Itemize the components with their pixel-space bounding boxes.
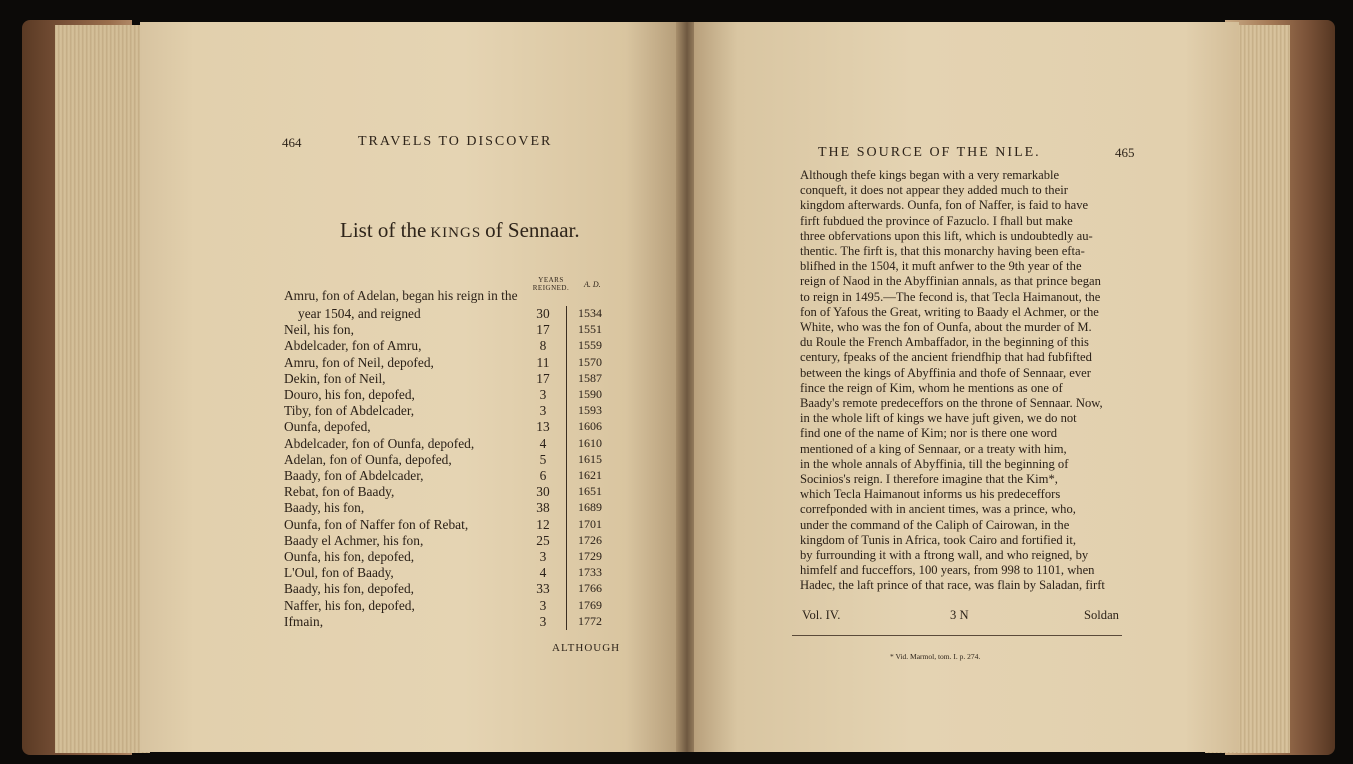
volume-signature: Vol. IV. <box>802 608 841 622</box>
right-page <box>694 22 1239 752</box>
text-line: under the command of the Caliph of Cairowan, in the <box>800 517 1070 532</box>
text-line: fince the reign of Kim, whom he mentions as one of <box>800 380 1063 395</box>
king-name: Baady el Achmer, his fon, <box>284 532 424 548</box>
years-reigned: 38 <box>536 500 550 516</box>
running-head-left: TRAVELS TO DISCOVER <box>358 134 553 149</box>
king-name: Dekin, fon of Neil, <box>284 370 386 386</box>
table-row <box>284 403 614 419</box>
years-reigned: 30 <box>536 484 550 500</box>
years-reigned: 5 <box>539 451 547 467</box>
text-line: himfelf and fucceffors, 100 years, from 998 to 1101, when <box>800 563 1095 578</box>
text-line: Baady's remote predeceffors on the throne of Sennaar. Now, <box>800 396 1103 410</box>
page-edges-left <box>55 25 150 753</box>
text-line: mentioned of a king of Sennaar, or a treaty with him, <box>800 441 1067 456</box>
year-ad: 1621 <box>578 468 602 482</box>
text-line: reign of Naod in the Abyffinian annals, as that prince began <box>800 274 1101 289</box>
years-reigned: 11 <box>536 354 550 370</box>
year-ad: 1590 <box>578 387 602 401</box>
year-ad: 1610 <box>578 435 602 450</box>
king-name: Abdelcader, fon of Ounfa, depofed, <box>284 435 475 451</box>
year-ad: 1651 <box>578 484 602 499</box>
signature-mark: 3 N <box>950 608 969 622</box>
text-line: century, fpeaks of the ancient friendfhip that had fubfifted <box>800 350 1092 365</box>
king-name: Neil, his fon, <box>284 322 354 338</box>
year-ad: 1551 <box>578 322 602 337</box>
years-reigned: 33 <box>536 581 550 597</box>
year-ad: 1701 <box>578 516 602 531</box>
years-reigned: 6 <box>539 468 547 483</box>
page-number-right: 465 <box>1115 145 1135 160</box>
column-header-ad: A. D. <box>584 280 601 289</box>
text-line: between the kings of Abyffinia and thofe of Sennaar, ever <box>800 365 1091 380</box>
footnote-rule <box>792 635 1122 636</box>
text-line: find one of the name of Kim; nor is there one word <box>800 426 1058 441</box>
right-page-text <box>800 168 1130 618</box>
text-line: blifhed in the 1504, it muft anfwer to the 9th year of the <box>800 259 1082 274</box>
footnote: * Vid. Marmol, tom. I. p. 274. <box>890 652 981 661</box>
table-row <box>284 484 614 500</box>
years-reigned: 3 <box>539 403 547 419</box>
year-ad: 1593 <box>578 403 602 418</box>
table-row <box>284 452 614 468</box>
king-name: Abdelcader, fon of Amru, <box>284 338 422 354</box>
list-title-start: List of the <box>340 218 427 242</box>
column-header-years: YEARS REIGNED. <box>532 276 570 292</box>
text-line: Socinios's reign. I therefore imagine that the Kim*, <box>800 472 1058 486</box>
text-line: thentic. The firft is, that this monarchy having been efta- <box>800 244 1085 258</box>
year-ad: 1559 <box>578 338 602 353</box>
year-ad: 1769 <box>578 597 602 612</box>
text-line: to reign in 1495.—The fecond is, that Tecla Haimanout, the <box>800 289 1101 304</box>
page-number-left: 464 <box>282 135 302 150</box>
running-head-right: THE SOURCE OF THE NILE. <box>818 145 1041 160</box>
years-reigned: 30 <box>536 306 550 321</box>
list-title-kings: KINGS <box>430 225 482 241</box>
king-name: Ounfa, fon of Naffer fon of Rebat, <box>284 516 469 532</box>
table-row <box>284 565 614 581</box>
left-page <box>140 22 680 752</box>
list-intro-line: Amru, fon of Adelan, began his reign in the <box>284 288 518 303</box>
year-ad: 1606 <box>578 419 602 434</box>
table-row <box>284 436 614 452</box>
text-line: White, who was the fon of Ounfa, about the murder of M. <box>800 320 1092 334</box>
text-line: by furrounding it with a ftrong wall, and who reigned, by <box>800 548 1089 562</box>
years-reigned: 3 <box>539 549 547 564</box>
text-line: Although thefe kings began with a very remarkable <box>800 168 1060 182</box>
years-reigned: 3 <box>539 613 547 629</box>
king-name: year 1504, and reigned <box>298 306 421 321</box>
catchword-left: ALTHOUGH <box>552 642 621 654</box>
table-row <box>284 614 614 630</box>
years-reigned: 3 <box>539 597 547 613</box>
year-ad: 1689 <box>578 500 602 515</box>
year-ad: 1729 <box>578 549 602 563</box>
text-line: in the whole lift of kings we have juft given, we do not <box>800 411 1077 426</box>
year-ad: 1615 <box>578 451 602 466</box>
king-name: Tiby, fon of Abdelcader, <box>284 403 415 419</box>
king-name: Baady, his fon, <box>284 500 365 516</box>
table-row <box>284 355 614 371</box>
text-line: kingdom afterwards. Ounfa, fon of Naffer, is faid to have <box>800 198 1089 213</box>
king-name: Rebat, fon of Baady, <box>284 484 395 500</box>
text-line: du Roule the French Ambaffador, in the beginning of this <box>800 335 1089 350</box>
king-name: L'Oul, fon of Baady, <box>284 565 394 581</box>
text-line: firft fubdued the province of Fazuclo. I fhall but make <box>800 213 1073 228</box>
year-ad: 1534 <box>578 306 602 320</box>
years-reigned: 8 <box>539 338 547 354</box>
years-reigned: 3 <box>539 387 547 402</box>
years-reigned: 13 <box>536 419 550 435</box>
table-row <box>284 306 614 322</box>
king-name: Douro, his fon, depofed, <box>284 387 415 402</box>
text-line: conqueft, it does not appear they added much to their <box>800 183 1068 198</box>
table-row <box>284 371 614 387</box>
text-line: fon of Yafous the Great, writing to Baady el Achmer, or the <box>800 304 1099 319</box>
years-reigned: 17 <box>536 370 550 386</box>
table-row <box>284 468 614 484</box>
table-row <box>284 517 614 533</box>
year-ad: 1587 <box>578 370 602 385</box>
list-title-end: of Sennaar. <box>485 218 580 242</box>
king-name: Baady, fon of Abdelcader, <box>284 468 424 483</box>
years-reigned: 4 <box>539 435 547 451</box>
text-line: which Tecla Haimanout informs us his predeceffors <box>800 487 1061 502</box>
table-row <box>284 419 614 435</box>
list-title <box>340 218 580 243</box>
table-row <box>284 387 614 403</box>
table-row <box>284 500 614 516</box>
table-row <box>284 322 614 338</box>
years-reigned: 12 <box>536 516 550 532</box>
text-line: in the whole annals of Abyffinia, till the beginning of <box>800 456 1069 471</box>
king-name: Adelan, fon of Ounfa, depofed, <box>284 451 452 467</box>
year-ad: 1570 <box>578 354 602 369</box>
column-rule <box>566 306 567 630</box>
king-name: Ounfa, depofed, <box>284 419 371 435</box>
text-line: Hadec, the laft prince of that race, was flain by Saladan, firft <box>800 578 1105 593</box>
king-name: Baady, his fon, depofed, <box>284 581 415 597</box>
years-reigned: 4 <box>539 565 547 581</box>
table-row <box>284 533 614 549</box>
table-row <box>284 598 614 614</box>
year-ad: 1772 <box>578 613 602 628</box>
text-line: correfponded with in ancient times, was a prince, who, <box>800 502 1076 517</box>
year-ad: 1766 <box>578 581 602 596</box>
king-name: Naffer, his fon, depofed, <box>284 597 415 613</box>
year-ad: 1733 <box>578 565 602 580</box>
years-reigned: 25 <box>536 532 550 548</box>
text-line: three obfervations upon this lift, which is undoubtedly au- <box>800 228 1093 243</box>
table-row <box>284 549 614 565</box>
catchword-right: Soldan <box>1084 608 1119 622</box>
king-name: Ounfa, his fon, depofed, <box>284 549 415 564</box>
kings-table <box>284 306 614 636</box>
text-line: kingdom of Tunis in Africa, took Cairo and fortified it, <box>800 532 1076 547</box>
king-name: Ifmain, <box>284 613 324 629</box>
king-name: Amru, fon of Neil, depofed, <box>284 354 434 370</box>
year-ad: 1726 <box>578 532 602 547</box>
table-row <box>284 338 614 354</box>
table-row <box>284 581 614 597</box>
years-reigned: 17 <box>536 322 550 338</box>
